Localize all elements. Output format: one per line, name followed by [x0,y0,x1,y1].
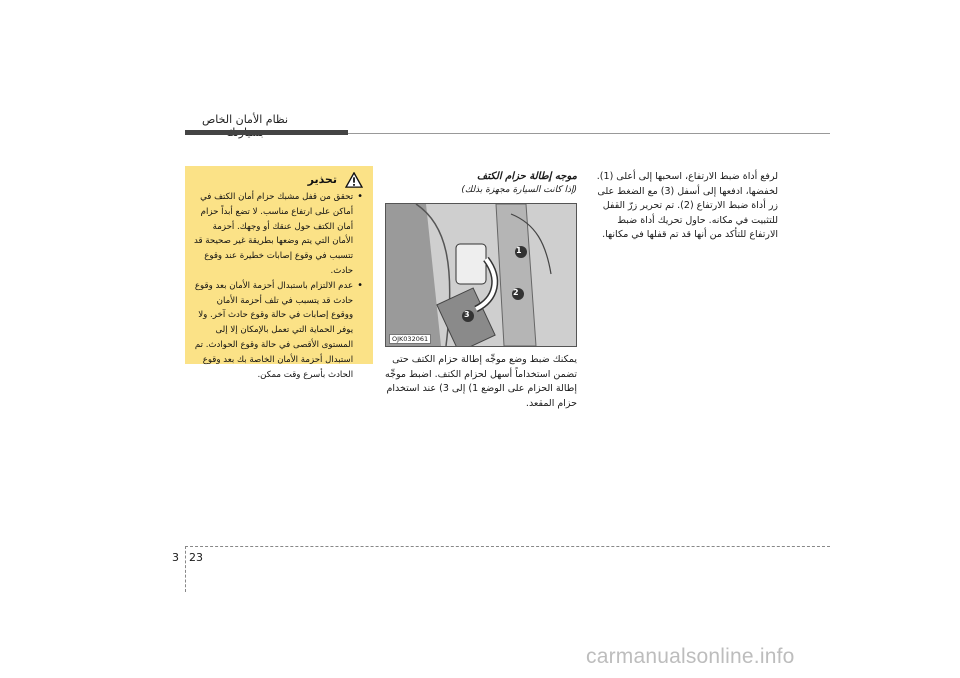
callout-1: 1 [516,246,522,255]
warning-bullet [193,279,363,383]
bullet-icon: • [357,191,363,202]
warning-title: تحذير [307,172,337,186]
middle-column [385,170,577,411]
figure-code: OJK032061 [389,334,431,344]
watermark: carmanualsonline.info [586,645,795,668]
illustration-drawing [386,204,576,346]
callout-2: 2 [513,288,519,297]
height-adjuster-illustration [385,203,577,347]
chapter-number: 3 [172,551,179,564]
warning-bullet-text: تحقق من قفل مشبك حزام أمان الكتف في أماكن على ارتفاع مناسب. لا تضع أبداً حزام أمان الكتف حول عنقك أو وجهك. أحزمة الأمان التي يتم وضعها بطريقة غير صحيحة قد تتسبب في وقوع إصابات خطيرة عند وقوع حادث. [193,192,354,276]
header-accent-bar [185,130,348,135]
page-number: 23 [189,551,203,564]
warning-header [193,172,363,188]
warning-box [185,166,373,380]
warning-bullet-text: عدم الالتزام باستبدال أحزمة الأمان بعد وقوع حادث قد يتسبب في تلف أحزمة الأمان ووقوع إصابات في حالة وقوع حادث آخر. ولا يوفر الحماية التي تعمل بالإمكان إلا إلى المستوى الأقصى في حالة وقوع الحوادث. تم استبدال أحزمة الأمان الخاصة بك بعد وقوع الحادث بأسرع وقت ممكن. [194,280,354,380]
header-rule [348,133,830,134]
mid-paragraph: يمكنك ضبط وضع موجِّه إطالة حزام الكتف حتى تضمن استخداماً أسهل لحزام الكتف. اضبط موجِّه إطالة الحزام على الوضع 1) إلى 3) عند استخدام حزام المقعد. [385,354,577,409]
mid-subheading: (إذا كانت السيارة مجهزة بذلك) [461,185,577,195]
warning-triangle-icon [345,172,363,188]
right-paragraph: لرفع أداة ضبط الارتفاع، اسحبها إلى أعلى (1). لخفضها، ادفعها إلى أسفل (3) مع الضغط على زر أداة ضبط الارتفاع (2). تم تحرير زرّ القفل للتثبيت في مكانه. حاول تحريك أداة ضبط الارتفاع للتأكد من أنها قد تم قفلها في مكانها. [596,171,778,240]
bullet-icon: • [357,279,363,291]
section-title: نظام الأمان الخاص [201,113,289,126]
footer-rule [185,546,830,547]
warning-bullet [193,190,363,279]
footer-vertical-rule [185,546,186,592]
mid-heading: موجه إطالة حزام الكتف [476,171,577,182]
callout-3: 3 [464,310,470,319]
